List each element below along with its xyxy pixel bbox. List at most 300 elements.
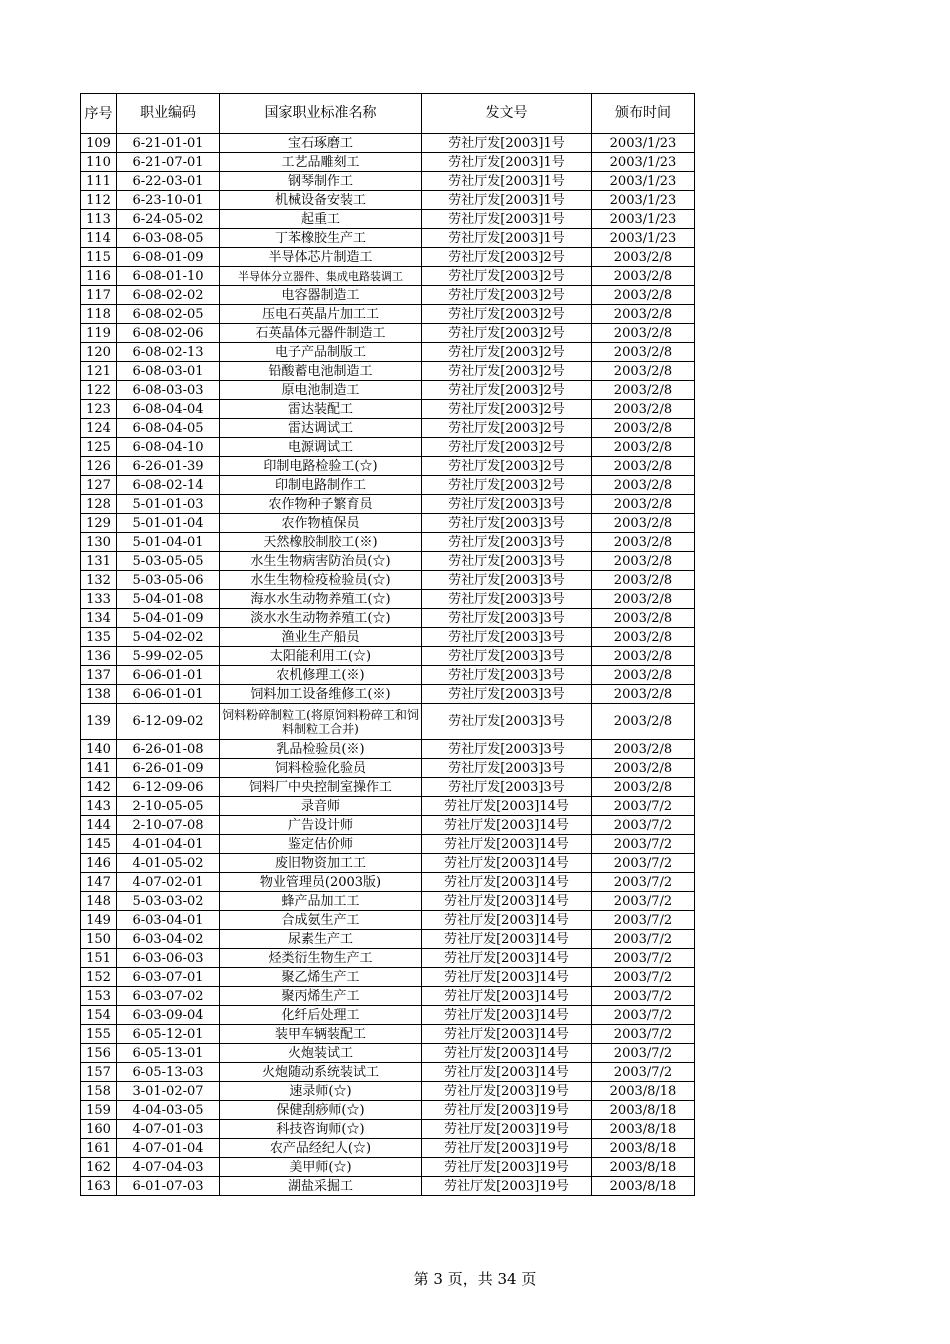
table-row <box>81 1120 695 1139</box>
cell-date: 2003/2/8 <box>592 533 695 552</box>
cell-name: 聚丙烯生产工 <box>220 987 422 1006</box>
cell-doc: 劳社厅发[2003]3号 <box>422 590 592 609</box>
table-row <box>81 438 695 457</box>
cell-date: 2003/2/8 <box>592 590 695 609</box>
cell-name: 速录师(☆) <box>220 1082 422 1101</box>
table-row <box>81 873 695 892</box>
cell-doc: 劳社厅发[2003]14号 <box>422 835 592 854</box>
table-row <box>81 1158 695 1177</box>
table-row <box>81 191 695 210</box>
cell-date: 2003/7/2 <box>592 835 695 854</box>
cell-code: 5-99-02-05 <box>117 647 220 666</box>
cell-doc: 劳社厅发[2003]2号 <box>422 362 592 381</box>
table-row <box>81 381 695 400</box>
cell-code: 5-03-03-02 <box>117 892 220 911</box>
cell-seq: 162 <box>81 1158 117 1177</box>
cell-doc: 劳社厅发[2003]14号 <box>422 1025 592 1044</box>
table-row <box>81 1139 695 1158</box>
cell-seq: 152 <box>81 968 117 987</box>
cell-code: 4-01-04-01 <box>117 835 220 854</box>
table-row <box>81 854 695 873</box>
cell-seq: 133 <box>81 590 117 609</box>
cell-name: 起重工 <box>220 210 422 229</box>
table-row <box>81 590 695 609</box>
cell-name: 压电石英晶片加工工 <box>220 305 422 324</box>
table-row <box>81 1006 695 1025</box>
cell-date: 2003/7/2 <box>592 854 695 873</box>
cell-doc: 劳社厅发[2003]3号 <box>422 495 592 514</box>
cell-code: 6-08-04-10 <box>117 438 220 457</box>
cell-doc: 劳社厅发[2003]2号 <box>422 248 592 267</box>
cell-date: 2003/1/23 <box>592 210 695 229</box>
table-row <box>81 495 695 514</box>
cell-code: 6-03-04-01 <box>117 911 220 930</box>
cell-doc: 劳社厅发[2003]2号 <box>422 457 592 476</box>
cell-seq: 138 <box>81 685 117 704</box>
table-row <box>81 400 695 419</box>
cell-name: 电容器制造工 <box>220 286 422 305</box>
cell-seq: 140 <box>81 740 117 759</box>
table-row <box>81 759 695 778</box>
cell-code: 6-08-02-13 <box>117 343 220 362</box>
cell-seq: 153 <box>81 987 117 1006</box>
cell-doc: 劳社厅发[2003]14号 <box>422 930 592 949</box>
cell-seq: 109 <box>81 134 117 153</box>
cell-doc: 劳社厅发[2003]2号 <box>422 419 592 438</box>
table-row <box>81 797 695 816</box>
cell-date: 2003/2/8 <box>592 778 695 797</box>
cell-name: 雷达装配工 <box>220 400 422 419</box>
cell-date: 2003/2/8 <box>592 362 695 381</box>
cell-doc: 劳社厅发[2003]3号 <box>422 514 592 533</box>
table-row <box>81 609 695 628</box>
table-row <box>81 778 695 797</box>
cell-name: 淡水水生动物养殖工(☆) <box>220 609 422 628</box>
cell-code: 6-21-01-01 <box>117 134 220 153</box>
standards-table <box>80 93 695 1196</box>
cell-name: 半导体芯片制造工 <box>220 248 422 267</box>
cell-seq: 118 <box>81 305 117 324</box>
table-row <box>81 685 695 704</box>
cell-date: 2003/2/8 <box>592 514 695 533</box>
cell-doc: 劳社厅发[2003]19号 <box>422 1139 592 1158</box>
cell-date: 2003/7/2 <box>592 1063 695 1082</box>
cell-name: 印制电路检验工(☆) <box>220 457 422 476</box>
table-row <box>81 419 695 438</box>
cell-name: 饲料粉碎制粒工(将原饲料粉碎工和饲料制粒工合并) <box>220 704 422 740</box>
cell-seq: 148 <box>81 892 117 911</box>
cell-doc: 劳社厅发[2003]2号 <box>422 324 592 343</box>
table-row <box>81 267 695 286</box>
cell-doc: 劳社厅发[2003]1号 <box>422 191 592 210</box>
cell-date: 2003/7/2 <box>592 1044 695 1063</box>
cell-name: 太阳能利用工(☆) <box>220 647 422 666</box>
table-row <box>81 1082 695 1101</box>
cell-date: 2003/7/2 <box>592 873 695 892</box>
cell-code: 6-03-04-02 <box>117 930 220 949</box>
cell-seq: 113 <box>81 210 117 229</box>
cell-doc: 劳社厅发[2003]3号 <box>422 533 592 552</box>
cell-doc: 劳社厅发[2003]3号 <box>422 552 592 571</box>
cell-code: 6-08-03-01 <box>117 362 220 381</box>
table-row <box>81 362 695 381</box>
cell-date: 2003/8/18 <box>592 1101 695 1120</box>
cell-name: 农机修理工(※) <box>220 666 422 685</box>
table-row <box>81 153 695 172</box>
table-row <box>81 134 695 153</box>
table-row <box>81 343 695 362</box>
cell-doc: 劳社厅发[2003]3号 <box>422 759 592 778</box>
table-body <box>81 134 695 1196</box>
cell-date: 2003/2/8 <box>592 759 695 778</box>
cell-name: 火炮装试工 <box>220 1044 422 1063</box>
cell-date: 2003/2/8 <box>592 457 695 476</box>
table-header <box>81 94 695 134</box>
cell-code: 2-10-07-08 <box>117 816 220 835</box>
cell-seq: 126 <box>81 457 117 476</box>
cell-date: 2003/7/2 <box>592 968 695 987</box>
cell-code: 4-01-05-02 <box>117 854 220 873</box>
cell-code: 6-08-04-04 <box>117 400 220 419</box>
cell-seq: 132 <box>81 571 117 590</box>
table-row <box>81 816 695 835</box>
cell-code: 6-12-09-06 <box>117 778 220 797</box>
cell-doc: 劳社厅发[2003]1号 <box>422 229 592 248</box>
cell-name: 水生生物病害防治员(☆) <box>220 552 422 571</box>
cell-doc: 劳社厅发[2003]3号 <box>422 740 592 759</box>
cell-code: 4-04-03-05 <box>117 1101 220 1120</box>
cell-doc: 劳社厅发[2003]3号 <box>422 571 592 590</box>
cell-code: 6-08-04-05 <box>117 419 220 438</box>
cell-code: 4-07-01-04 <box>117 1139 220 1158</box>
cell-seq: 137 <box>81 666 117 685</box>
cell-code: 6-08-02-14 <box>117 476 220 495</box>
cell-code: 6-05-13-01 <box>117 1044 220 1063</box>
cell-name: 电子产品制版工 <box>220 343 422 362</box>
cell-seq: 127 <box>81 476 117 495</box>
cell-name: 丁苯橡胶生产工 <box>220 229 422 248</box>
cell-name: 合成氨生产工 <box>220 911 422 930</box>
cell-date: 2003/2/8 <box>592 476 695 495</box>
cell-code: 6-03-07-02 <box>117 987 220 1006</box>
cell-date: 2003/2/8 <box>592 419 695 438</box>
cell-date: 2003/2/8 <box>592 305 695 324</box>
cell-date: 2003/2/8 <box>592 666 695 685</box>
cell-seq: 120 <box>81 343 117 362</box>
table-row <box>81 949 695 968</box>
page-footer: 第 3 页，共 34 页 <box>413 1270 537 1288</box>
table-row <box>81 1063 695 1082</box>
cell-name: 雷达调试工 <box>220 419 422 438</box>
cell-doc: 劳社厅发[2003]14号 <box>422 987 592 1006</box>
cell-doc: 劳社厅发[2003]3号 <box>422 704 592 740</box>
cell-seq: 147 <box>81 873 117 892</box>
table-row <box>81 457 695 476</box>
cell-code: 6-22-03-01 <box>117 172 220 191</box>
cell-date: 2003/7/2 <box>592 892 695 911</box>
cell-date: 2003/7/2 <box>592 1025 695 1044</box>
cell-seq: 121 <box>81 362 117 381</box>
cell-seq: 143 <box>81 797 117 816</box>
cell-date: 2003/7/2 <box>592 911 695 930</box>
cell-code: 6-05-13-03 <box>117 1063 220 1082</box>
table-row <box>81 324 695 343</box>
table-row <box>81 476 695 495</box>
cell-date: 2003/2/8 <box>592 495 695 514</box>
cell-seq: 163 <box>81 1177 117 1196</box>
table-row <box>81 704 695 740</box>
cell-doc: 劳社厅发[2003]14号 <box>422 1044 592 1063</box>
cell-seq: 141 <box>81 759 117 778</box>
cell-doc: 劳社厅发[2003]19号 <box>422 1101 592 1120</box>
cell-name: 广告设计师 <box>220 816 422 835</box>
cell-code: 6-26-01-09 <box>117 759 220 778</box>
cell-code: 6-08-02-02 <box>117 286 220 305</box>
cell-code: 5-03-05-06 <box>117 571 220 590</box>
cell-name: 工艺品雕刻工 <box>220 153 422 172</box>
cell-seq: 110 <box>81 153 117 172</box>
cell-name: 饲料厂中央控制室操作工 <box>220 778 422 797</box>
cell-seq: 151 <box>81 949 117 968</box>
cell-date: 2003/2/8 <box>592 248 695 267</box>
cell-seq: 160 <box>81 1120 117 1139</box>
cell-date: 2003/2/8 <box>592 628 695 647</box>
cell-seq: 144 <box>81 816 117 835</box>
cell-seq: 156 <box>81 1044 117 1063</box>
cell-name: 聚乙烯生产工 <box>220 968 422 987</box>
cell-name: 农作物植保员 <box>220 514 422 533</box>
cell-seq: 146 <box>81 854 117 873</box>
cell-code: 4-07-04-03 <box>117 1158 220 1177</box>
cell-code: 6-03-06-03 <box>117 949 220 968</box>
header-doc: 发文号 <box>422 94 592 134</box>
cell-date: 2003/7/2 <box>592 949 695 968</box>
cell-date: 2003/7/2 <box>592 987 695 1006</box>
cell-name: 石英晶体元器件制造工 <box>220 324 422 343</box>
cell-doc: 劳社厅发[2003]19号 <box>422 1158 592 1177</box>
cell-seq: 161 <box>81 1139 117 1158</box>
cell-seq: 131 <box>81 552 117 571</box>
cell-name: 钢琴制作工 <box>220 172 422 191</box>
cell-code: 6-08-03-03 <box>117 381 220 400</box>
cell-code: 4-07-01-03 <box>117 1120 220 1139</box>
cell-code: 6-03-08-05 <box>117 229 220 248</box>
cell-name: 湖盐采掘工 <box>220 1177 422 1196</box>
table-row <box>81 740 695 759</box>
cell-name: 铅酸蓄电池制造工 <box>220 362 422 381</box>
cell-date: 2003/1/23 <box>592 229 695 248</box>
cell-date: 2003/2/8 <box>592 324 695 343</box>
cell-doc: 劳社厅发[2003]2号 <box>422 400 592 419</box>
cell-seq: 139 <box>81 704 117 740</box>
cell-doc: 劳社厅发[2003]2号 <box>422 267 592 286</box>
cell-name: 蜂产品加工工 <box>220 892 422 911</box>
cell-seq: 159 <box>81 1101 117 1120</box>
cell-code: 6-26-01-39 <box>117 457 220 476</box>
cell-doc: 劳社厅发[2003]3号 <box>422 666 592 685</box>
cell-doc: 劳社厅发[2003]14号 <box>422 968 592 987</box>
cell-doc: 劳社厅发[2003]1号 <box>422 153 592 172</box>
table-row <box>81 1044 695 1063</box>
cell-seq: 130 <box>81 533 117 552</box>
cell-code: 6-23-10-01 <box>117 191 220 210</box>
cell-name: 饲料检验化验员 <box>220 759 422 778</box>
cell-doc: 劳社厅发[2003]14号 <box>422 911 592 930</box>
cell-doc: 劳社厅发[2003]2号 <box>422 343 592 362</box>
cell-date: 2003/2/8 <box>592 286 695 305</box>
cell-date: 2003/1/23 <box>592 191 695 210</box>
cell-doc: 劳社厅发[2003]2号 <box>422 286 592 305</box>
header-name: 国家职业标准名称 <box>220 94 422 134</box>
table-row <box>81 968 695 987</box>
cell-code: 3-01-02-07 <box>117 1082 220 1101</box>
cell-doc: 劳社厅发[2003]14号 <box>422 797 592 816</box>
cell-date: 2003/2/8 <box>592 571 695 590</box>
cell-seq: 112 <box>81 191 117 210</box>
cell-doc: 劳社厅发[2003]3号 <box>422 685 592 704</box>
cell-doc: 劳社厅发[2003]2号 <box>422 476 592 495</box>
cell-date: 2003/7/2 <box>592 797 695 816</box>
cell-code: 2-10-05-05 <box>117 797 220 816</box>
cell-doc: 劳社厅发[2003]14号 <box>422 1006 592 1025</box>
cell-doc: 劳社厅发[2003]2号 <box>422 305 592 324</box>
cell-name: 半导体分立器件、集成电路装调工 <box>220 267 422 286</box>
table-row <box>81 987 695 1006</box>
table-row <box>81 286 695 305</box>
cell-date: 2003/2/8 <box>592 438 695 457</box>
cell-seq: 128 <box>81 495 117 514</box>
cell-date: 2003/7/2 <box>592 930 695 949</box>
cell-name: 化纤后处理工 <box>220 1006 422 1025</box>
cell-doc: 劳社厅发[2003]2号 <box>422 381 592 400</box>
cell-seq: 155 <box>81 1025 117 1044</box>
cell-date: 2003/7/2 <box>592 1006 695 1025</box>
cell-code: 5-04-01-08 <box>117 590 220 609</box>
cell-seq: 135 <box>81 628 117 647</box>
cell-seq: 129 <box>81 514 117 533</box>
cell-doc: 劳社厅发[2003]3号 <box>422 778 592 797</box>
cell-doc: 劳社厅发[2003]19号 <box>422 1120 592 1139</box>
cell-date: 2003/2/8 <box>592 740 695 759</box>
cell-doc: 劳社厅发[2003]3号 <box>422 628 592 647</box>
table-row <box>81 930 695 949</box>
cell-name: 废旧物资加工工 <box>220 854 422 873</box>
cell-name: 烃类衍生物生产工 <box>220 949 422 968</box>
cell-date: 2003/8/18 <box>592 1139 695 1158</box>
cell-date: 2003/1/23 <box>592 134 695 153</box>
cell-seq: 119 <box>81 324 117 343</box>
cell-name: 农产品经纪人(☆) <box>220 1139 422 1158</box>
header-code: 职业编码 <box>117 94 220 134</box>
cell-date: 2003/2/8 <box>592 400 695 419</box>
cell-seq: 117 <box>81 286 117 305</box>
cell-date: 2003/8/18 <box>592 1177 695 1196</box>
cell-name: 录音师 <box>220 797 422 816</box>
table-row <box>81 647 695 666</box>
cell-doc: 劳社厅发[2003]1号 <box>422 210 592 229</box>
cell-date: 2003/8/18 <box>592 1082 695 1101</box>
cell-seq: 154 <box>81 1006 117 1025</box>
cell-name: 电源调试工 <box>220 438 422 457</box>
cell-code: 4-07-02-01 <box>117 873 220 892</box>
cell-date: 2003/2/8 <box>592 343 695 362</box>
cell-seq: 115 <box>81 248 117 267</box>
cell-doc: 劳社厅发[2003]2号 <box>422 438 592 457</box>
cell-doc: 劳社厅发[2003]3号 <box>422 647 592 666</box>
cell-date: 2003/2/8 <box>592 267 695 286</box>
cell-code: 5-01-04-01 <box>117 533 220 552</box>
table-row <box>81 229 695 248</box>
cell-code: 6-21-07-01 <box>117 153 220 172</box>
cell-code: 6-08-01-09 <box>117 248 220 267</box>
cell-seq: 125 <box>81 438 117 457</box>
cell-name: 宝石琢磨工 <box>220 134 422 153</box>
cell-doc: 劳社厅发[2003]14号 <box>422 892 592 911</box>
cell-code: 6-06-01-01 <box>117 666 220 685</box>
cell-code: 6-03-09-04 <box>117 1006 220 1025</box>
cell-code: 6-24-05-02 <box>117 210 220 229</box>
cell-date: 2003/2/8 <box>592 609 695 628</box>
header-date: 颁布时间 <box>592 94 695 134</box>
cell-name: 水生生物检疫检验员(☆) <box>220 571 422 590</box>
table-row <box>81 533 695 552</box>
cell-name: 火炮随动系统装试工 <box>220 1063 422 1082</box>
cell-date: 2003/2/8 <box>592 647 695 666</box>
table-row <box>81 1101 695 1120</box>
cell-name: 物业管理员(2003版) <box>220 873 422 892</box>
header-seq: 序号 <box>81 94 117 134</box>
table-row <box>81 1025 695 1044</box>
cell-code: 6-08-02-06 <box>117 324 220 343</box>
cell-code: 6-26-01-08 <box>117 740 220 759</box>
cell-date: 2003/2/8 <box>592 552 695 571</box>
cell-doc: 劳社厅发[2003]1号 <box>422 172 592 191</box>
cell-doc: 劳社厅发[2003]14号 <box>422 873 592 892</box>
cell-doc: 劳社厅发[2003]14号 <box>422 854 592 873</box>
cell-seq: 145 <box>81 835 117 854</box>
table-row <box>81 172 695 191</box>
cell-code: 6-05-12-01 <box>117 1025 220 1044</box>
table-row <box>81 571 695 590</box>
cell-seq: 150 <box>81 930 117 949</box>
cell-date: 2003/7/2 <box>592 816 695 835</box>
cell-seq: 116 <box>81 267 117 286</box>
cell-code: 5-04-02-02 <box>117 628 220 647</box>
cell-name: 农作物种子繁育员 <box>220 495 422 514</box>
cell-seq: 158 <box>81 1082 117 1101</box>
cell-doc: 劳社厅发[2003]3号 <box>422 609 592 628</box>
table-row <box>81 1177 695 1196</box>
cell-doc: 劳社厅发[2003]19号 <box>422 1082 592 1101</box>
cell-name: 海水水生动物养殖工(☆) <box>220 590 422 609</box>
table-row <box>81 552 695 571</box>
cell-seq: 122 <box>81 381 117 400</box>
cell-date: 2003/2/8 <box>592 704 695 740</box>
cell-name: 科技咨询师(☆) <box>220 1120 422 1139</box>
table-row <box>81 210 695 229</box>
cell-code: 5-03-05-05 <box>117 552 220 571</box>
table-row <box>81 248 695 267</box>
cell-seq: 123 <box>81 400 117 419</box>
cell-date: 2003/8/18 <box>592 1120 695 1139</box>
cell-code: 6-08-01-10 <box>117 267 220 286</box>
cell-date: 2003/1/23 <box>592 172 695 191</box>
cell-code: 6-08-02-05 <box>117 305 220 324</box>
cell-code: 5-04-01-09 <box>117 609 220 628</box>
cell-doc: 劳社厅发[2003]14号 <box>422 949 592 968</box>
table-row <box>81 666 695 685</box>
cell-name: 鉴定估价师 <box>220 835 422 854</box>
